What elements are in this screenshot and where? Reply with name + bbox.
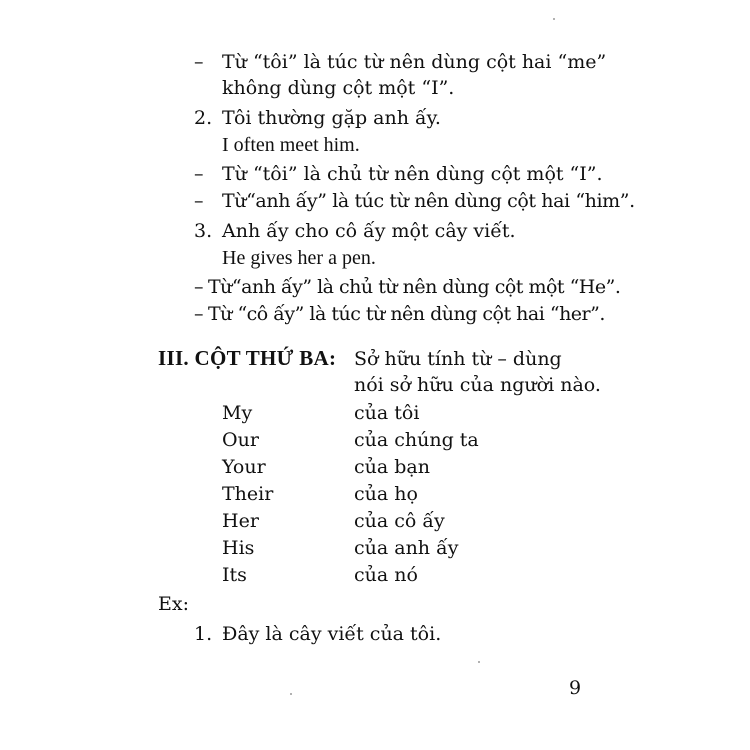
example-2-number: 2.: [194, 107, 213, 129]
english-word: Her: [222, 510, 259, 532]
example-1-number: 1.: [194, 623, 213, 645]
example-1-vietnamese: Đây là cây viết của tôi.: [222, 623, 442, 645]
note-He: Từ“anh ấy” là chủ từ nên dùng cột một “He”.: [208, 276, 621, 298]
vietnamese-meaning: của cô ấy: [354, 510, 445, 532]
english-word: Your: [222, 456, 266, 478]
bullet-dash: –: [194, 303, 204, 325]
vietnamese-meaning: của tôi: [354, 402, 420, 424]
vietnamese-meaning: của bạn: [354, 456, 430, 478]
example-3-vietnamese: Anh ấy cho cô ấy một cây viết.: [222, 220, 516, 242]
print-speck: [553, 18, 555, 20]
bullet-dash: –: [194, 190, 204, 212]
note-her: Từ “cô ấy” là túc từ nên dùng cột hai “her”.: [208, 303, 605, 325]
print-speck: [478, 661, 480, 663]
english-word: His: [222, 537, 255, 559]
page-number: 9: [569, 677, 582, 699]
section-description-line2: nói sở hữu của người nào.: [354, 374, 601, 396]
english-word: Their: [222, 483, 274, 505]
print-speck: [290, 693, 292, 695]
note-him: Từ“anh ấy” là túc từ nên dùng cột hai “him”.: [222, 190, 635, 212]
bullet-dash: –: [194, 163, 204, 185]
vietnamese-meaning: của họ: [354, 483, 418, 505]
vietnamese-meaning: của anh ấy: [354, 537, 459, 559]
english-word: Our: [222, 429, 259, 451]
section-heading: III. CỘT THỨ BA:: [158, 346, 337, 370]
bullet-dash: –: [194, 276, 204, 298]
vietnamese-meaning: của chúng ta: [354, 429, 479, 451]
note-me-line1: Từ “tôi” là túc từ nên dùng cột hai “me”: [222, 51, 607, 73]
note-I: Từ “tôi” là chủ từ nên dùng cột một “I”.: [222, 163, 603, 185]
note-me-line2: không dùng cột một “I”.: [222, 77, 455, 99]
english-word: Its: [222, 564, 247, 586]
example-2-english: I often meet him.: [222, 134, 360, 156]
example-2-vietnamese: Tôi thường gặp anh ấy.: [222, 107, 441, 129]
examples-label: Ex:: [158, 593, 189, 615]
example-3-number: 3.: [194, 220, 213, 242]
bullet-dash: –: [194, 51, 204, 73]
example-3-english: He gives her a pen.: [222, 247, 376, 269]
vietnamese-meaning: của nó: [354, 564, 418, 586]
english-word: My: [222, 402, 253, 424]
section-description-line1: Sở hữu tính từ – dùng: [354, 348, 562, 370]
